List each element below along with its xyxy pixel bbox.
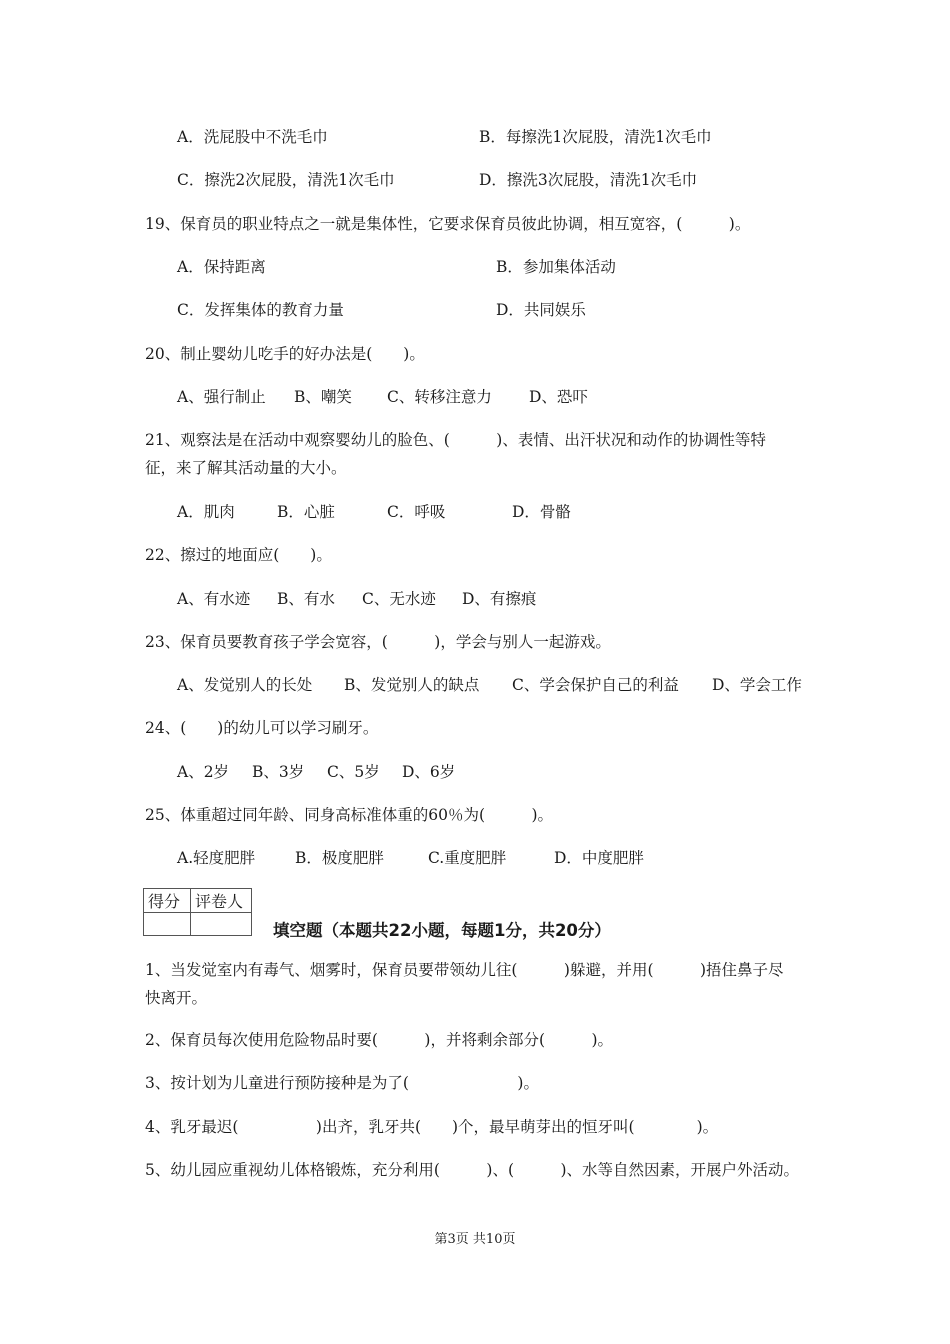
- page-footer: 第3页 共10页: [434, 1232, 516, 1247]
- q24-stem: 24、( )的幼儿可以学习刷牙。: [145, 719, 379, 737]
- fill-q1-line-2: 快离开。: [145, 989, 208, 1007]
- q23-option-c: C、学会保护自己的利益: [512, 676, 679, 694]
- q19-option-d: D．共同娱乐: [496, 301, 586, 319]
- q25-option-d: D．中度肥胖: [554, 849, 644, 867]
- q18-option-d: D．擦洗3次屁股，清洗1次毛巾: [479, 171, 698, 189]
- q22-option-c: C、无水迹: [362, 590, 436, 608]
- q22-stem: 22、擦过的地面应( )。: [145, 546, 332, 564]
- fill-q5: 5、幼儿园应重视幼儿体格锻炼，充分利用( )、( )、水等自然因素，开展户外活动。: [145, 1161, 800, 1179]
- q22-option-d: D、有擦痕: [462, 590, 537, 608]
- q19-option-a: A．保持距离: [177, 258, 266, 276]
- q20-stem: 20、制止婴幼儿吃手的好办法是( )。: [145, 345, 425, 363]
- fill-q2: 2、保育员每次使用危险物品时要( )，并将剩余部分( )。: [145, 1031, 614, 1049]
- q23-option-a: A、发觉别人的长处: [177, 676, 313, 694]
- q21-option-a: A．肌肉: [177, 503, 235, 521]
- q23-option-b: B、发觉别人的缺点: [344, 676, 480, 694]
- q25-stem: 25、体重超过同年龄、同身高标准体重的60％为( )。: [145, 806, 554, 824]
- q19-option-b: B．参加集体活动: [496, 258, 616, 276]
- q21-option-c: C．呼吸: [387, 503, 446, 521]
- q24-option-b: B、3岁: [252, 763, 305, 781]
- q18-option-c: C．擦洗2次屁股，清洗1次毛巾: [177, 171, 395, 189]
- q21-stem-line-2: 征，来了解其活动量的大小。: [145, 459, 347, 477]
- q25-option-c: C.重度肥胖: [428, 849, 507, 867]
- score-table: [143, 888, 252, 936]
- grader-cell[interactable]: [191, 913, 252, 936]
- q21-option-b: B．心脏: [277, 503, 335, 521]
- section-title: 填空题（本题共22小题，每题1分，共20分）: [273, 921, 611, 940]
- q20-option-c: C、转移注意力: [387, 388, 492, 406]
- q21-option-d: D．骨骼: [512, 503, 571, 521]
- fill-q4: 4、乳牙最迟( )出齐，乳牙共( )个，最早萌芽出的恒牙叫( )。: [145, 1118, 719, 1136]
- fill-q3: 3、按计划为儿童进行预防接种是为了( )。: [145, 1074, 539, 1092]
- q24-option-c: C、5岁: [327, 763, 380, 781]
- q24-option-a: A、2岁: [177, 763, 230, 781]
- q25-option-b: B．极度肥胖: [295, 849, 384, 867]
- q20-option-b: B、嘲笑: [294, 388, 352, 406]
- q20-option-a: A、强行制止: [177, 388, 266, 406]
- fill-q1-line-1: 1、当发觉室内有毒气、烟雾时，保育员要带领幼儿往( )躲避，并用( )捂住鼻子尽: [145, 961, 784, 979]
- q21-stem-line-1: 21、观察法是在活动中观察婴幼儿的脸色、( )、表情、出汗状况和动作的协调性等特: [145, 431, 766, 449]
- grader-label: 评卷人: [191, 889, 252, 913]
- q20-option-d: D、恐吓: [529, 388, 588, 406]
- q22-option-b: B、有水: [277, 590, 335, 608]
- q22-option-a: A、有水迹: [177, 590, 251, 608]
- q23-option-d: D、学会工作: [712, 676, 802, 694]
- q25-option-a: A.轻度肥胖: [177, 849, 256, 867]
- q18-option-a: A．洗屁股中不洗毛巾: [177, 128, 328, 146]
- q19-stem: 19、保育员的职业特点之一就是集体性，它要求保育员彼此协调，相互宽容，( )。: [145, 215, 751, 233]
- q19-option-c: C．发挥集体的教育力量: [177, 301, 344, 319]
- q23-stem: 23、保育员要教育孩子学会宽容，( )，学会与别人一起游戏。: [145, 633, 611, 651]
- score-cell[interactable]: [144, 913, 191, 936]
- q24-option-d: D、6岁: [402, 763, 456, 781]
- q18-option-b: B．每擦洗1次屁股，清洗1次毛巾: [479, 128, 712, 146]
- score-label: 得分: [144, 889, 191, 913]
